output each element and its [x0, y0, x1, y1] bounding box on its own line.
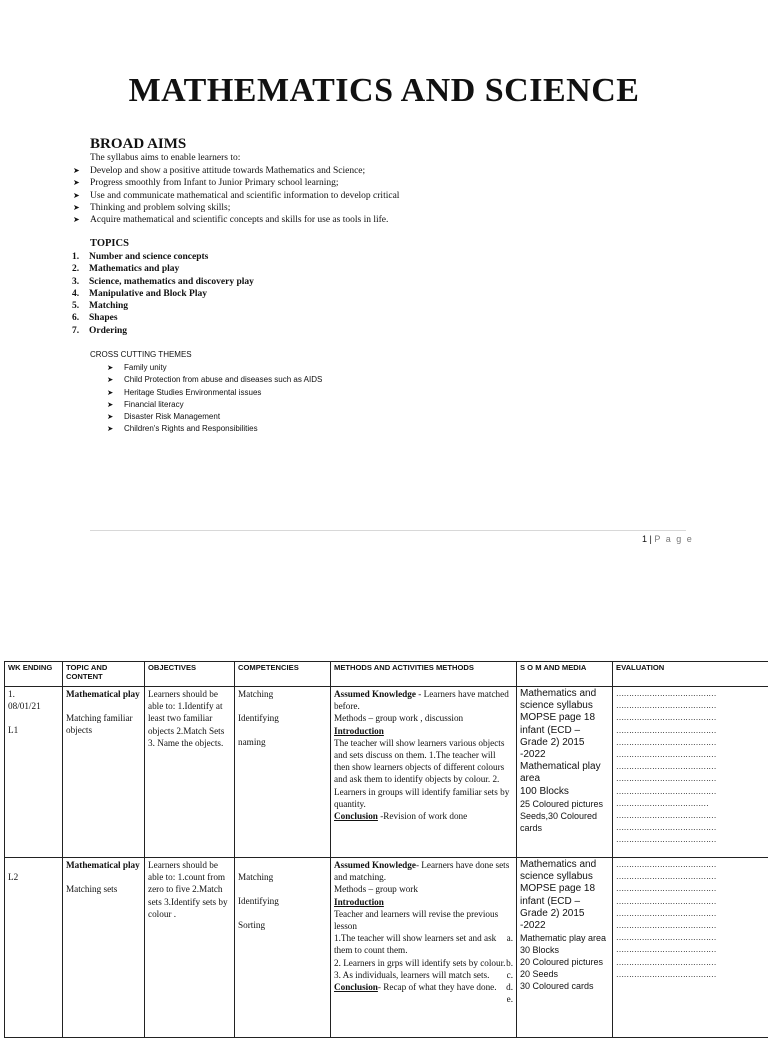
- page-number: 1: [642, 534, 647, 544]
- footer-divider: [90, 530, 686, 531]
- list-item: ➤ Progress smoothly from Infant to Junior Primary school learning;: [73, 177, 399, 189]
- wk-cell: 1. 08/01/21 L1: [5, 687, 63, 858]
- header-topic-content: TOPIC AND CONTENT: [63, 662, 145, 687]
- methods-cell: Assumed Knowledge- Learners have done sets and matching. Methods – group work Introduction Teacher and learners will revise the previous lesson a. 1.The teacher will show learners set and ask them to count them. b. 2. Learners in grps will identify sets by colour. c. 3. As individuals, learners will match sets. d. Conclusion- Recap of what they have done. e.: [331, 858, 517, 1038]
- list-item: ➤ Develop and show a positive attitude towards Mathematics and Science;: [73, 165, 399, 177]
- arrow-bullet-icon: ➤: [107, 362, 113, 374]
- table-row: [5, 687, 768, 858]
- list-item: 4. Manipulative and Block Play: [72, 288, 254, 300]
- topics-list: [72, 251, 254, 337]
- broad-aims-list: [73, 165, 399, 226]
- list-item: 5. Matching: [72, 300, 254, 312]
- wk-cell: L2: [5, 858, 63, 1038]
- list-item: 6. Shapes: [72, 312, 254, 324]
- scheme-table: [4, 661, 768, 1038]
- arrow-bullet-icon: ➤: [107, 411, 113, 423]
- topics-heading: TOPICS: [90, 238, 129, 249]
- list-item: ➤ Child Protection from abuse and diseases such as AIDS: [107, 374, 322, 386]
- header-methods: METHODS AND ACTIVITIES METHODS: [331, 662, 517, 687]
- objectives-cell: Learners should be able to: 1.Identify at least two familiar objects 2.Match Sets 3. Name the objects.: [145, 687, 235, 858]
- list-item: ➤ Heritage Studies Environmental issues: [107, 387, 322, 399]
- cross-cutting-themes-list: [107, 362, 322, 436]
- arrow-bullet-icon: ➤: [107, 387, 113, 399]
- arrow-bullet-icon: ➤: [107, 423, 113, 435]
- header-competencies: COMPETENCIES: [235, 662, 331, 687]
- page-word: P a g e: [654, 534, 693, 544]
- methods-cell: Assumed Knowledge - Learners have matched before. Methods – group work , discussion Introduction The teacher will show learners various objects and sets discuss on them. 1.The teacher will then show learners objects of different colours and ask them to identify objects by colour. 2. Learners in groups will identify familiar sets by quantity. Conclusion -Revision of work done: [331, 687, 517, 858]
- broad-aims-intro: The syllabus aims to enable learners to:: [90, 153, 240, 163]
- arrow-bullet-icon: ➤: [107, 374, 113, 386]
- list-item: 3. Science, mathematics and discovery play: [72, 276, 254, 288]
- broad-aims-heading: BROAD AIMS: [90, 136, 186, 153]
- arrow-bullet-icon: ➤: [73, 202, 80, 214]
- page-footer: [642, 534, 693, 544]
- list-item: ➤ Disaster Risk Management: [107, 411, 322, 423]
- arrow-bullet-icon: ➤: [107, 399, 113, 411]
- topic-cell: Mathematical play Matching sets: [63, 858, 145, 1038]
- list-item: ➤ Children's Rights and Responsibilities: [107, 423, 322, 435]
- som-media-cell: Mathematics and science syllabus MOPSE page 18 infant (ECD – Grade 2) 2015 -2022 Mathematical play area 100 Blocks 25 Coloured pictures Seeds,30 Coloured cards: [517, 687, 613, 858]
- header-objectives: OBJECTIVES: [145, 662, 235, 687]
- header-evaluation: EVALUATION: [613, 662, 768, 687]
- list-item: 1. Number and science concepts: [72, 251, 254, 263]
- arrow-bullet-icon: ➤: [73, 177, 80, 189]
- arrow-bullet-icon: ➤: [73, 214, 80, 226]
- evaluation-cell: ………………………………… ………………………………… ………………………………… ………………………………… ………………………………… ………………………………… ………………………………… ………………………………… ………………………………… …………………………………: [613, 858, 768, 1038]
- footer-separator: |: [647, 534, 654, 544]
- cross-cutting-themes-heading: CROSS CUTTING THEMES: [90, 350, 192, 359]
- header-som-media: S O M AND MEDIA: [517, 662, 613, 687]
- header-wk-ending: WK ENDING: [5, 662, 63, 687]
- competencies-cell: Matching Identifying Sorting: [235, 858, 331, 1038]
- som-media-cell: Mathematics and science syllabus MOPSE page 18 infant (ECD – Grade 2) 2015 -2022 Mathematic play area 30 Blocks 20 Coloured pictures 20 Seeds 30 Coloured cards: [517, 858, 613, 1038]
- list-item: ➤ Use and communicate mathematical and scientific information to develop critical: [73, 190, 399, 202]
- arrow-bullet-icon: ➤: [73, 190, 80, 202]
- evaluation-cell: ………………………………… ………………………………… ………………………………… ………………………………… ………………………………… ………………………………… ………………………………… ………………………………… ………………………………… ……………………………… ………………………………… ………………………………… …………………………………: [613, 687, 768, 858]
- topic-cell: Mathematical play Matching familiar objects: [63, 687, 145, 858]
- competencies-cell: Matching Identifying naming: [235, 687, 331, 858]
- table-header-row: [5, 662, 768, 687]
- list-item: 2. Mathematics and play: [72, 263, 254, 275]
- list-item: ➤ Acquire mathematical and scientific concepts and skills for use as tools in life.: [73, 214, 399, 226]
- list-item: ➤ Financial literacy: [107, 399, 322, 411]
- page-title: MATHEMATICS AND SCIENCE: [0, 72, 768, 110]
- objectives-cell: Learners should be able to: 1.count from zero to five 2.Match sets 3.Identify sets by colour .: [145, 858, 235, 1038]
- table-row: [5, 858, 768, 1038]
- list-item: ➤ Family unity: [107, 362, 322, 374]
- list-item: ➤ Thinking and problem solving skills;: [73, 202, 399, 214]
- arrow-bullet-icon: ➤: [73, 165, 80, 177]
- list-item: 7. Ordering: [72, 325, 254, 337]
